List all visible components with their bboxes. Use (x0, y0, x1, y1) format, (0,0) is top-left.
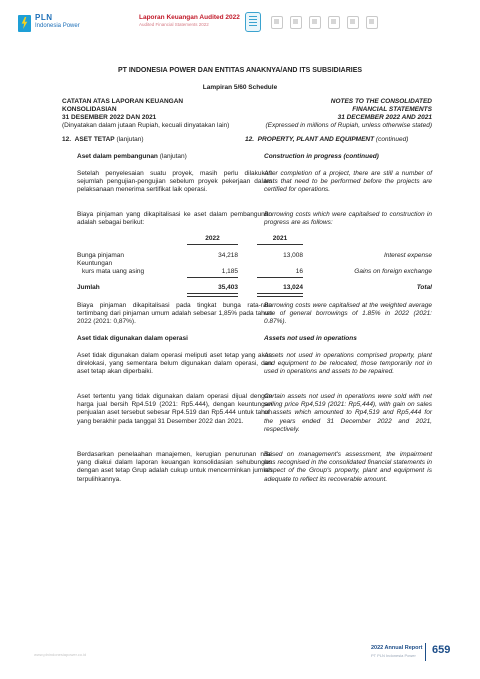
header-rule-2021 (257, 244, 303, 245)
subtotal-rule-2021 (257, 277, 303, 278)
report-title: Laporan Keuangan Audited 2022 (139, 14, 240, 21)
row-total-2022: 35,403 (218, 284, 238, 291)
left-heading-line3: 31 DESEMBER 2022 DAN 2021 (62, 114, 157, 121)
note-heading-left (62, 136, 144, 144)
header-rule-2022 (187, 244, 238, 245)
row-interest-2021: 13,008 (283, 252, 303, 259)
note-title: ASET TETAP (74, 136, 115, 143)
left-heading-line2: KONSOLIDASIAN (62, 106, 117, 113)
footer-divider (425, 643, 426, 661)
right-heading-line3: 31 DECEMBER 2022 AND 2021 (337, 114, 432, 121)
paragraph-impairment: Berdasarkan penelaahan manajemen, kerugian penurunan nilai yang diakui dalam laporan keuangan konsolidasian sehubungan dengan aset tetap Grup adalah cukup untuk mencerminkan jumlah terpulihkannya. (77, 451, 272, 483)
right-heading-line1: NOTES TO THE CONSOLIDATED (330, 98, 432, 105)
row-interest-2022: 34,218 (218, 252, 238, 259)
note-number-en: 12. (245, 136, 255, 143)
left-heading-line4: (Dinyatakan dalam jutaan Rupiah, kecuali dinyatakan lain) (62, 122, 230, 129)
header-nav (270, 14, 378, 29)
right-heading-line4: (Expressed in millions of Rupiah, unless otherwise stated) (265, 122, 432, 129)
footer-url[interactable]: www.plnindonesiapower.co.id (34, 652, 87, 657)
paragraph-borrowing: Biaya pinjaman yang dikapitalisasi ke aset dalam pembangunan adalah sebagai berikut: (77, 211, 272, 227)
paragraph-not-used: Aset tidak digunakan dalam operasi meliputi aset tetap yang akan direlokasi, yang sementara belum digunakan dalam operasi, dan aset tetap akan diperbaiki. (77, 352, 272, 376)
company-icon[interactable] (270, 14, 283, 29)
brand-subtitle: Indonesia Power (35, 23, 80, 29)
finance-icon[interactable] (365, 14, 378, 29)
total-double-rule-2021 (257, 293, 303, 297)
left-heading-line1: CATATAN ATAS LAPORAN KEUANGAN (62, 98, 184, 105)
right-heading-line2: FINANCIAL STATEMENTS (352, 106, 432, 113)
note-number: 12. (62, 136, 72, 143)
paragraph-sold-assets: Aset tertentu yang tidak digunakan dalam operasi dijual dengan harga jual bersih Rp4.519 (2021: Rp5.444), dengan keuntungan penjualan aset tersebut sebesar Rp4.519 dan Rp5.444 untuk tahun yang berakhir pada tanggal 31 Desember 2022 dan 2021. (77, 393, 272, 425)
row-interest-label-en: Interest expense (383, 252, 432, 259)
page-number: 659 (432, 644, 451, 656)
paragraph-testing-en: After completion of a project, there are still a number of tests that need to be performed before the projects are certified for operations. (264, 170, 432, 194)
note-cont-en: (continued) (375, 136, 409, 143)
schedule-label: Lampiran 5/60 Schedule (202, 84, 278, 91)
subheading-cip-en: Construction in progress (continued) (264, 153, 379, 160)
paragraph-borrowing-en: Borrowing costs which were capitalised to construction in progress are as follows: (264, 211, 432, 227)
subtotal-rule-2022 (187, 277, 238, 278)
governance-icon[interactable] (327, 14, 340, 29)
row-total-label-en: Total (416, 284, 432, 291)
row-fx-2022: 1,185 (221, 268, 238, 275)
paragraph-impairment-en: Based on management's assessment, the impairment loss recognised in the consolidated financial statements in respect of the Group's property, plant and equipment is adequate to reflect its recoverable amount. (264, 451, 432, 483)
total-double-rule-2022 (187, 293, 238, 297)
footer-company: PT PLN Indonesia Power (371, 653, 416, 658)
subheading-cip (77, 153, 187, 161)
col-header-2022: 2022 (205, 235, 220, 242)
paragraph-rate-en: Borrowing costs were capitalised at the weighted average rate of general borrowings of 1.85% in 2022 (2021: 0.87%). (264, 302, 432, 326)
row-interest-label: Bunga pinjaman (77, 252, 124, 259)
subheading-cip-title: Aset dalam pembangunan (77, 153, 158, 160)
row-fx-label-en: Gains on foreign exchange (354, 268, 432, 275)
chart-icon[interactable] (289, 14, 302, 29)
brand-name: PLN (35, 13, 53, 22)
subheading-not-used: Aset tidak digunakan dalam operasi (77, 335, 188, 342)
note-title-en: PROPERTY, PLANT AND EQUIPMENT (257, 136, 375, 143)
subheading-not-used-en: Assets not used in operations (264, 335, 357, 342)
paragraph-testing: Setelah penyelesaian suatu proyek, masih perlu dilakukan sejumlah pengujian-pengujian sebelum proyek pekerjaan dalam pelaksanaan menerima sertifikat laik operasi. (77, 170, 272, 194)
footer-report: 2022 Annual Report (371, 645, 423, 651)
row-fx-label-line2: kurs mata uang asing (82, 268, 145, 275)
row-fx-label: Keuntungan (77, 260, 113, 267)
page-title: PT INDONESIA POWER DAN ENTITAS ANAKNYA/AND ITS SUBSIDIARIES (117, 67, 363, 74)
row-fx-2021: 16 (295, 268, 303, 275)
paragraph-sold-assets-en: Certain assets not used in operations were sold with net selling price Rp4,519 (2021: Rp5,444), with gain on sales of assets which amounted to Rp4,519 and Rp5,444 for the years ended 31 December 2022 and 2021, respectively. (264, 393, 432, 433)
report-subtitle: Audited Financial Statements 2022 (139, 22, 209, 27)
subheading-cip-cont: (lanjutan) (159, 153, 187, 160)
note-cont: (lanjutan) (116, 136, 144, 143)
paragraph-rate: Biaya pinjaman dikapitalisasi pada tingkat bunga rata-rata tertimbang dari pinjaman umum adalah sebesar 1,85% pada tahun 2022 (2021: 0,87%). (77, 302, 272, 326)
report-icon[interactable] (245, 12, 261, 32)
col-header-2021: 2021 (272, 235, 288, 242)
csr-icon[interactable] (346, 14, 359, 29)
note-heading-right (245, 136, 408, 144)
management-icon[interactable] (308, 14, 321, 29)
paragraph-not-used-en: Assets not used in operations comprised property, plant and equipment to be relocated, those temporarily not in used in operations and assets to be repaired. (264, 352, 432, 376)
row-total-label: Jumlah (77, 284, 100, 291)
row-total-2021: 13,024 (283, 284, 303, 291)
